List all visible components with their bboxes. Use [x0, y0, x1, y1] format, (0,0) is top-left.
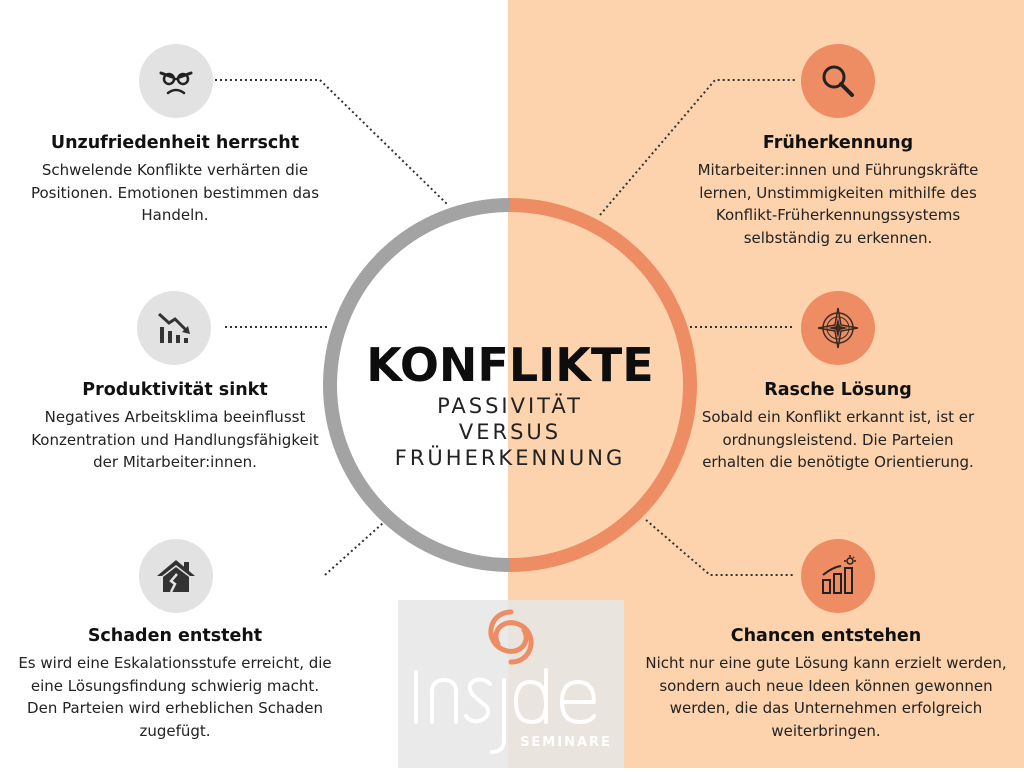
damaged-house-icon — [139, 539, 213, 613]
left-block-text: Schwelende Konflikte verhärten die Positionen. Emotionen bestimmen das Handeln. — [30, 161, 320, 224]
right-block-quick-solution — [678, 380, 998, 474]
magnifier-icon — [801, 44, 875, 118]
compass-rose-icon — [801, 291, 875, 365]
center-title: KONFLIKTE — [366, 338, 654, 392]
right-block-text: Mitarbeiter:innen und Führungskräfte lernen, Unstimmigkeiten mithilfe des Konflikt-Früherkennungssystems selbständig zu erkennen. — [697, 161, 979, 247]
left-block-text: Es wird eine Eskalationsstufe erreicht, die eine Lösungsfindung schwierig macht. Den Parteien wird erheblichen Schaden zugefügt. — [18, 654, 332, 740]
left-block-productivity — [15, 380, 335, 474]
left-block-text: Negatives Arbeitsklima beeinflusst Konzentration und Handlungsfähigkeit der Mitarbeiter:innen. — [31, 408, 319, 471]
declining-chart-icon — [137, 291, 211, 365]
left-block-title: Schaden entsteht — [87, 626, 263, 646]
center-label — [345, 337, 675, 471]
right-block-text: Nicht nur eine gute Lösung kann erzielt werden, sondern auch neue Ideen können gewonnen werden, die das Unternehmen erfolgreich weiterbringen. — [645, 654, 1007, 740]
left-block-title: Unzufriedenheit herrscht — [50, 133, 300, 153]
left-block-dissatisfaction — [15, 133, 335, 227]
left-block-title: Produktivität sinkt — [82, 380, 268, 400]
right-block-title: Rasche Lösung — [764, 380, 912, 400]
center-subtitle-line-3: FRÜHERKENNUNG — [394, 446, 626, 470]
rising-chart-icon — [801, 539, 875, 613]
right-block-title: Chancen entstehen — [730, 626, 922, 646]
right-block-text: Sobald ein Konflikt erkannt ist, ist er ordnungsleistend. Die Parteien erhalten die benötigte Orientierung. — [701, 408, 975, 471]
right-block-early-detection — [678, 133, 998, 249]
inside-seminare-logo — [398, 600, 624, 768]
right-block-title: Früherkennung — [762, 133, 914, 153]
center-subtitle-line-2: VERSUS — [458, 420, 562, 444]
logo-tagline: SEMINARE — [520, 735, 612, 750]
frowning-face-icon — [139, 44, 213, 118]
right-block-opportunities — [640, 626, 1012, 742]
center-subtitle-line-1: PASSIVITÄT — [437, 394, 583, 418]
left-block-damage — [15, 626, 335, 742]
